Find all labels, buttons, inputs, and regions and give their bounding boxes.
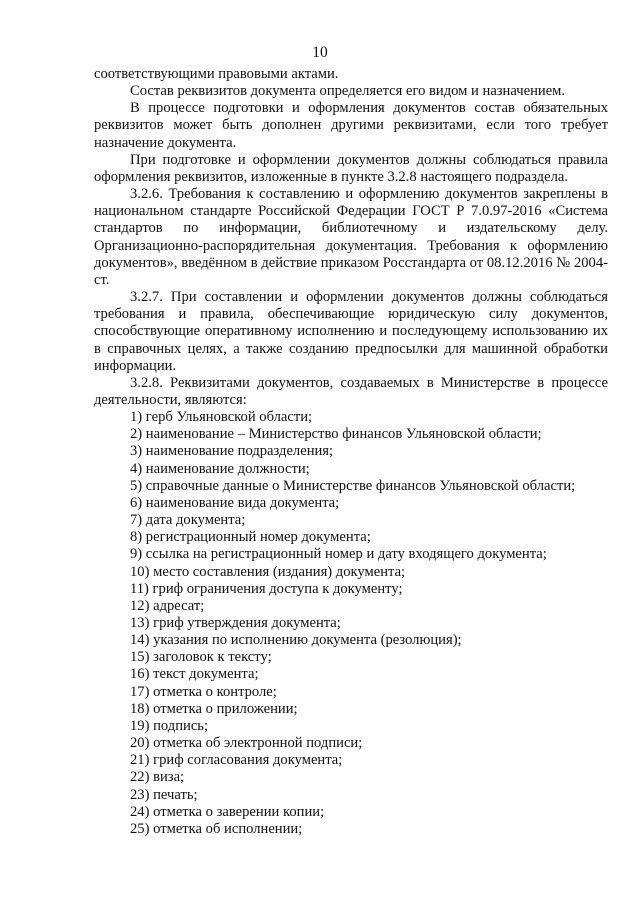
list-item: 1) герб Ульяновской области; xyxy=(130,409,313,426)
list-item: 15) заголовок к тексту; xyxy=(130,649,272,666)
list-item: 3) наименование подразделения; xyxy=(130,443,334,460)
paragraph-continuation: соответствующими правовыми актами. xyxy=(94,66,339,82)
list-item: 16) текст документа; xyxy=(130,666,259,683)
list-item: 12) адресат; xyxy=(130,597,205,614)
requisites-list xyxy=(94,409,608,838)
paragraph-3-2-8: 3.2.8. Реквизитами документов, создаваемых в Министерстве в процессе деятельности, являются: xyxy=(94,374,608,408)
document-body xyxy=(94,66,608,838)
list-item: 19) подпись; xyxy=(130,717,209,734)
list-item: 18) отметка о приложении; xyxy=(130,700,298,717)
paragraph-3-2-7: 3.2.7. При составлении и оформлении документов должны соблюдаться требования и правила, обеспечивающие юридическую силу документов, способствующие оперативному исполнению и последующему использованию их в справочных целях, а также созданию предпосылки для машинной обработки информации. xyxy=(94,289,608,374)
list-item: 24) отметка о заверении копии; xyxy=(130,803,325,820)
list-item: 4) наименование должности; xyxy=(130,460,310,477)
paragraph-requisites-composition: Состав реквизитов документа определяется его видом и назначением. xyxy=(130,83,566,100)
paragraph-3-2-6: 3.2.6. Требования к составлению и оформлению документов закреплены в национальном стандарте Российской Федерации ГОСТ Р 7.0.97-2016 «Система стандартов по информации, библиотечному и издательскому делу. Организационно-распорядительная документация. Требования к оформлению документов», введённом в действие приказом Росстандарта от 08.12.2016 № 2004-ст. xyxy=(94,186,608,288)
list-item: 13) гриф утверждения документа; xyxy=(130,615,341,631)
list-item: 9) ссылка на регистрационный номер и дату входящего документа; xyxy=(130,546,547,563)
list-item: 22) виза; xyxy=(130,769,185,786)
list-item: 11) гриф ограничения доступа к документу; xyxy=(130,580,403,597)
list-item: 8) регистрационный номер документа; xyxy=(130,529,371,546)
list-item: 25) отметка об исполнении; xyxy=(130,820,303,837)
list-item: 10) место составления (издания) документа; xyxy=(130,563,406,580)
list-item: 23) печать; xyxy=(130,786,198,803)
list-item: 21) гриф согласования документа; xyxy=(130,752,343,769)
list-item: 7) дата документа; xyxy=(130,512,246,529)
list-item: 20) отметка об электронной подписи; xyxy=(130,735,363,752)
list-item: 2) наименование – Министерство финансов Ульяновской области; xyxy=(130,426,542,443)
list-item: 14) указания по исполнению документа (резолюция); xyxy=(130,632,462,649)
list-item: 5) справочные данные о Министерстве финансов Ульяновской области; xyxy=(130,477,576,494)
list-item: 17) отметка о контроле; xyxy=(130,683,277,700)
paragraph-formatting-rules: При подготовке и оформлении документов должны соблюдаться правила оформления реквизитов, изложенные в пункте 3.2.8 настоящего подраздела. xyxy=(94,151,608,185)
list-item: 6) наименование вида документа; xyxy=(130,494,340,511)
paragraph-additional-requisites: В процессе подготовки и оформления документов состав обязательных реквизитов может быть дополнен другими реквизитами, если того требует назначение документа. xyxy=(94,100,608,151)
page-number: 10 xyxy=(312,44,328,61)
